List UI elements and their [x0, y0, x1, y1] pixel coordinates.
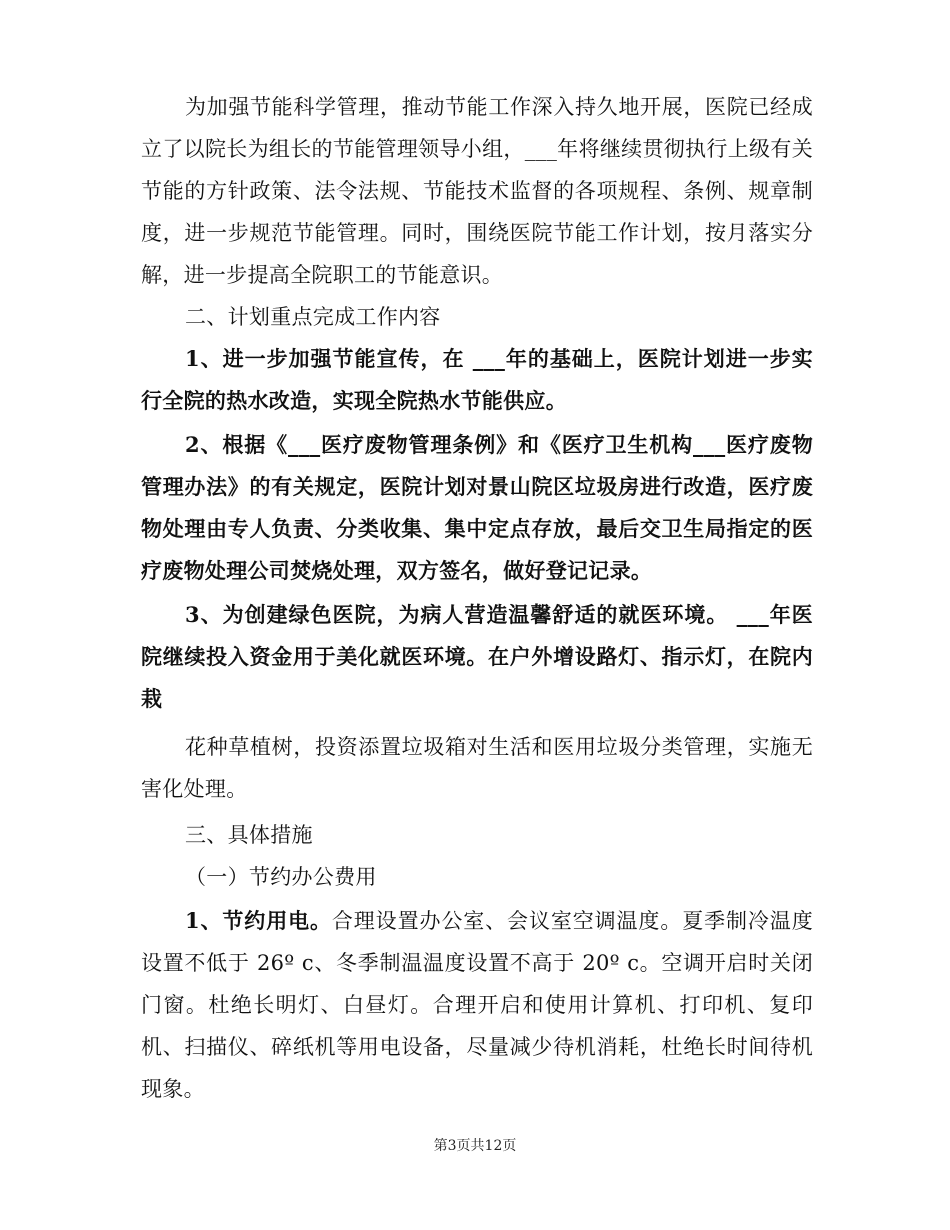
- paragraph-item-2: 2、根据《___医疗废物管理条例》和《医疗卫生机构___医疗废物管理办法》的有关规定，医院计划对景山院区垃圾房进行改造，医疗废物处理由专人负责、分类收集、集中定点存放，最后交卫生局指定的医疗废物处理公司焚烧处理，双方签名，做好登记记录。: [141, 432, 813, 583]
- page-number-footer: 第3页共12页: [433, 1138, 517, 1154]
- paragraph-intro: 为加强节能科学管理，推动节能工作深入持久地开展，医院已经成立了以院长为组长的节能管理领导小组，___年将继续贯彻执行上级有关节能的方针政策、法令法规、节能技术监督的各项规程、条例、规章制度，进一步规范节能管理。同时，围绕医院节能工作计划，按月落实分解，进一步提高全院职工的节能意识。: [141, 95, 813, 287]
- paragraph-item-1: 1、进一步加强节能宣传，在 ___年的基础上，医院计划进一步实行全院的热水改造，实现全院热水节能供应。: [141, 346, 813, 413]
- paragraph-item-3: 3、为创建绿色医院，为病人营造温馨舒适的就医环境。 ___年医院继续投入资金用于美化就医环境。在户外增设路灯、指示灯，在院内栽: [141, 602, 813, 711]
- measure-1-body: 合理设置办公室、会议室空调温度。夏季制冷温度设置不低于 26º c、冬季制温温度设置不高于 20º c。空调开启时关闭门窗。杜绝长明灯、白昼灯。合理开启和使用计算机、打印机、复印机、扫描仪、碎纸机等用电设备，尽量减少待机消耗，杜绝长时间待机现象。: [141, 909, 813, 1101]
- section-heading-plan: 二、计划重点完成工作内容: [185, 305, 441, 329]
- measure-1-lead: 1、节约用电。: [185, 908, 332, 933]
- section-heading-measures: 三、具体措施: [185, 823, 313, 847]
- subheading-office-costs: （一）节约办公费用: [185, 865, 377, 889]
- paragraph-item-3-continued: 花种草植树，投资添置垃圾箱对生活和医用垃圾分类管理，实施无害化处理。: [141, 735, 813, 801]
- document-body: [141, 86, 813, 1110]
- paragraph-measure-1: [141, 900, 813, 1110]
